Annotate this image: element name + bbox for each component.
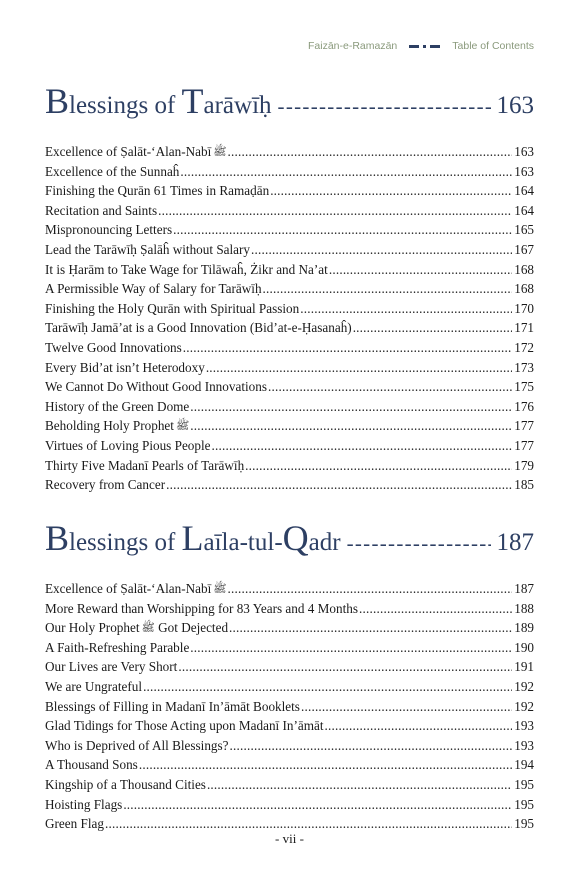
- entry-title: Our Holy Prophet ﷺ Got Dejected: [45, 618, 228, 638]
- section-heading: [45, 517, 534, 559]
- entry-title: Finishing the Holy Qurān with Spiritual Passion: [45, 300, 300, 316]
- entry-title: Our Lives are Very Short: [45, 659, 178, 675]
- dot-leader: [353, 318, 513, 338]
- running-header: [308, 40, 534, 52]
- entry-title: Excellence of the Sunnaĥ: [45, 163, 180, 179]
- toc-entry[interactable]: [45, 181, 534, 201]
- toc-entry[interactable]: [45, 279, 534, 299]
- entry-title: Thirty Five Madanī Pearls of Tarāwīḥ: [45, 457, 245, 473]
- toc-entry[interactable]: [45, 260, 534, 280]
- dot-leader: [158, 201, 512, 221]
- toc-entry[interactable]: [45, 142, 534, 162]
- entry-title: Kingship of a Thousand Cities: [45, 776, 206, 792]
- toc-entry[interactable]: [45, 299, 534, 319]
- dot-leader: [270, 181, 512, 201]
- toc-entry[interactable]: [45, 358, 534, 378]
- entry-page: 163: [514, 144, 534, 159]
- entry-title: Recovery from Cancer: [45, 477, 166, 493]
- toc-entry[interactable]: [45, 240, 534, 260]
- entry-page: 188: [514, 600, 534, 616]
- dot-leader: [359, 599, 512, 619]
- section-title: Blessings of Laīla-tul-Qadr: [45, 518, 341, 558]
- dot-leader: [230, 736, 513, 756]
- entry-title: Hoisting Flags: [45, 796, 123, 812]
- dot-leader: [263, 279, 513, 299]
- entry-page: 187: [514, 581, 534, 596]
- dot-leader: [173, 220, 512, 240]
- entry-title: Mispronouncing Letters: [45, 222, 173, 238]
- entry-title: Excellence of Ṣalāt-‘Alan-Nabī ﷺ: [45, 579, 227, 599]
- toc-entry[interactable]: [45, 697, 534, 717]
- entry-page: 173: [514, 359, 534, 375]
- dot-leader: [139, 755, 512, 775]
- entry-title: Lead the Tarāwīḥ Ṣalāĥ without Salary: [45, 241, 251, 257]
- entry-title: A Permissible Way of Salary for Tarāwīḥ: [45, 281, 262, 297]
- entry-title: Glad Tidings for Those Acting upon Madanī In’āmāt: [45, 718, 324, 734]
- toc-entry[interactable]: [45, 397, 534, 417]
- entry-title: Excellence of Ṣalāt-‘Alan-Nabī ﷺ: [45, 142, 227, 162]
- dot-leader: [251, 240, 512, 260]
- entry-title: It is Ḥarām to Take Wage for Tilāwaĥ, Żikr and Na’at: [45, 261, 328, 277]
- entry-title: Every Bid’at isn’t Heterodoxy: [45, 359, 205, 375]
- toc-entry[interactable]: [45, 775, 534, 795]
- dot-leader: [245, 456, 512, 476]
- section-laila-tul-qadr: [45, 517, 534, 834]
- toc-entry[interactable]: [45, 416, 534, 436]
- entry-page: 193: [514, 718, 534, 734]
- entry-title: Finishing the Qurān 61 Times in Ramaḍān: [45, 183, 270, 199]
- entry-title: Blessings of Filling in Madanī In’āmāt Booklets: [45, 698, 300, 714]
- entry-page: 164: [514, 202, 534, 218]
- section-page-number: 163: [496, 92, 534, 119]
- dot-leader: [228, 142, 513, 162]
- toc-entry[interactable]: [45, 220, 534, 240]
- toc-entry[interactable]: [45, 318, 534, 338]
- entry-page: 165: [514, 222, 534, 238]
- toc-entry[interactable]: [45, 755, 534, 775]
- entry-title: Tarāwīḥ Jamā’at is a Good Innovation (Bid’at-e-Ḥasanaĥ): [45, 320, 352, 336]
- entry-title: Beholding Holy Prophet ﷺ: [45, 416, 189, 436]
- entry-title: A Thousand Sons: [45, 757, 138, 773]
- entry-title: Green Flag: [45, 816, 104, 832]
- entry-page: 172: [514, 339, 534, 355]
- entry-page: 171: [514, 320, 534, 336]
- dot-leader: [207, 775, 512, 795]
- entry-page: 192: [514, 698, 534, 714]
- toc-list: [45, 142, 534, 495]
- entry-page: 194: [514, 757, 534, 773]
- toc-entry[interactable]: [45, 677, 534, 697]
- dot-leader: [212, 436, 513, 456]
- heading-leader: [347, 531, 491, 556]
- pbuh-glyph: ﷺ: [175, 419, 190, 433]
- entry-page: 191: [514, 659, 534, 675]
- dot-leader: [229, 618, 512, 638]
- dot-leader: [123, 795, 512, 815]
- entry-title: Recitation and Saints: [45, 202, 158, 218]
- entry-title: More Reward than Worshipping for 83 Years and 4 Months: [45, 600, 358, 616]
- dot-leader: [325, 716, 513, 736]
- pbuh-glyph: ﷺ: [213, 145, 227, 158]
- entry-page: 176: [514, 398, 534, 414]
- entry-page: 168: [514, 261, 534, 277]
- entry-page: 179: [514, 457, 534, 473]
- toc-entry[interactable]: [45, 377, 534, 397]
- entry-page: 195: [514, 776, 534, 792]
- section-heading: [45, 80, 534, 122]
- entry-page: 163: [514, 163, 534, 179]
- toc-entry[interactable]: [45, 475, 534, 495]
- section-taraweeh: [45, 80, 534, 495]
- dot-leader: [329, 260, 512, 280]
- book-title: Faizān-e-Ramazān: [307, 40, 398, 52]
- section-page-number: 187: [496, 529, 534, 556]
- entry-page: 192: [514, 678, 534, 694]
- pbuh-glyph: ﷺ: [213, 582, 227, 595]
- dot-leader: [190, 397, 512, 417]
- toc-entry[interactable]: [45, 579, 534, 599]
- dot-leader: [183, 338, 512, 358]
- dot-leader: [228, 579, 513, 599]
- dot-leader: [190, 638, 512, 658]
- entry-title: Who is Deprived of All Blessings?: [45, 737, 229, 753]
- toc-entry[interactable]: [45, 657, 534, 677]
- entry-page: 195: [514, 796, 534, 812]
- entry-page: 185: [514, 477, 534, 493]
- toc-entry[interactable]: [45, 456, 534, 476]
- dot-leader: [268, 377, 512, 397]
- pbuh-glyph: ﷺ: [141, 621, 155, 635]
- dot-leader: [190, 416, 512, 436]
- entry-title: A Faith-Refreshing Parable: [45, 639, 190, 655]
- toc-entry[interactable]: [45, 201, 534, 221]
- toc-entry[interactable]: [45, 638, 534, 658]
- entry-page: 177: [514, 437, 534, 453]
- dot-leader: [206, 358, 512, 378]
- entry-page: 175: [514, 379, 534, 395]
- dot-leader: [178, 657, 512, 677]
- toc-list: [45, 579, 534, 834]
- entry-page: 177: [514, 418, 534, 434]
- toc-entry[interactable]: [45, 618, 534, 638]
- entry-page: 167: [514, 241, 534, 257]
- entry-page: 170: [514, 300, 534, 316]
- entry-page: 190: [514, 639, 534, 655]
- header-separator: [407, 45, 442, 48]
- entry-title: Virtues of Loving Pious People: [45, 437, 211, 453]
- entry-title: Twelve Good Innovations: [45, 339, 182, 355]
- entry-page: 164: [514, 183, 534, 199]
- toc-entry[interactable]: [45, 162, 534, 182]
- entry-page: 189: [514, 620, 534, 636]
- entry-page: 193: [514, 737, 534, 753]
- toc-entry[interactable]: [45, 338, 534, 358]
- toc-entry[interactable]: [45, 736, 534, 756]
- entry-page: 168: [514, 281, 534, 297]
- section-title: Blessings of Tarāwīḥ: [45, 81, 272, 121]
- entry-title: We Cannot Do Without Good Innovations: [45, 379, 267, 395]
- entry-page: 195: [514, 816, 534, 832]
- toc-entry[interactable]: [45, 599, 534, 619]
- entry-title: History of the Green Dome: [45, 398, 190, 414]
- toc-entry[interactable]: [45, 436, 534, 456]
- toc-entry[interactable]: [45, 716, 534, 736]
- section-label: Table of Contents: [452, 40, 534, 52]
- dot-leader: [180, 162, 512, 182]
- page-folio: - vii -: [275, 831, 304, 846]
- dot-leader: [301, 697, 512, 717]
- entry-title: We are Ungrateful: [45, 678, 143, 694]
- dot-leader: [300, 299, 512, 319]
- heading-leader: [278, 94, 491, 119]
- dot-leader: [143, 677, 512, 697]
- toc-entry[interactable]: [45, 795, 534, 815]
- dot-leader: [166, 475, 512, 495]
